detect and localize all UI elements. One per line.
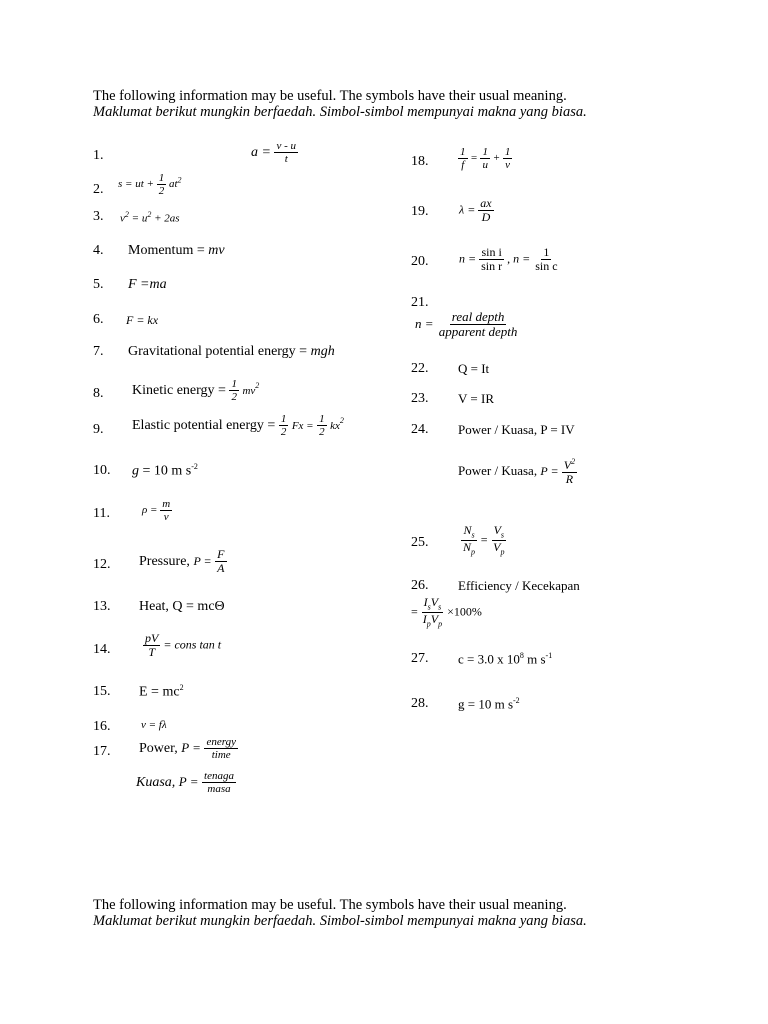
footer-english: The following information may be useful. The symbols have their usual meaning.	[93, 897, 567, 913]
item-number-27: 27.	[411, 651, 429, 666]
item-number-5: 5.	[93, 277, 104, 292]
formula-interference: λ = $\frac{ax}{D}$	[459, 196, 492, 225]
item-number-20: 20.	[411, 254, 429, 269]
formula-pressure: Pressure, P = $\frac{F}{A}$	[139, 547, 225, 576]
header-malay: Maklumat berikut mungkin berfaedah. Simbol-simbol mempunyai makna yang biasa.	[93, 104, 587, 120]
item-number-6: 6.	[93, 312, 104, 327]
formula-charge: Q = It	[458, 361, 490, 376]
formula-elastic-potential-energy: Elastic potential energy = $\frac{1}{2}$ Fx = $\frac{1}{2}$ $kx^2$	[132, 413, 344, 439]
formula-kinetic-energy: Kinetic energy = $\frac{1}{2}$ $mv^2$	[132, 378, 260, 404]
header-english: The following information may be useful. The symbols have their usual meaning.	[93, 88, 567, 104]
item-number-25: 25.	[411, 535, 429, 550]
formula-density: ρ = $\frac{m}{v}$	[142, 498, 171, 524]
item-number-14: 14.	[93, 642, 111, 657]
item-number-23: 23.	[411, 391, 429, 406]
item-number-24: 24.	[411, 422, 429, 437]
formula-mass-energy: $E = mc^2$	[139, 683, 184, 700]
formula-power-current: Power / Kuasa, P = IV	[458, 422, 575, 437]
formula-efficiency: = $\frac{I_sV_s}{I_pV_p}$ ×100%	[411, 595, 482, 629]
item-number-21: 21.	[411, 295, 429, 310]
item-number-22: 22.	[411, 361, 429, 376]
item-number-17: 17.	[93, 744, 111, 759]
formula-power-resistance: Power / Kuasa, P = $\frac{V^2}{R}$	[458, 457, 576, 487]
formula-heat: Heat, Q = mcΘ	[139, 599, 225, 614]
formula-velocity-squared: $v^2 = u^2 + 2as$	[120, 210, 180, 225]
item-number-13: 13.	[93, 599, 111, 614]
item-number-19: 19.	[411, 204, 429, 219]
item-number-15: 15.	[93, 684, 111, 699]
formula-refractive-index-snell: n = $\frac{\text{sin i}}{\text{sin r}}$ , n = $\frac{1}{\text{sin c}}$	[459, 245, 558, 274]
formula-spring-force: F = kx	[126, 313, 159, 327]
item-number-28: 28.	[411, 696, 429, 711]
formula-gravity-acceleration: g = 10 m $s^{-2}$	[132, 462, 198, 479]
item-number-10: 10.	[93, 463, 111, 478]
formula-speed-of-light: c = 3.0 x $10^8$ m $s^{-1}$	[458, 651, 553, 667]
formula-power-malay: Kuasa, P = $\frac{\text{tenaga}}{\text{masa}}$	[136, 770, 234, 796]
item-number-7: 7.	[93, 344, 104, 359]
formula-ohms-law: V = IR	[458, 391, 494, 406]
formula-displacement: s = ut + $\frac{1}{2}$ $at^2$	[118, 172, 182, 198]
item-number-12: 12.	[93, 557, 111, 572]
item-number-11: 11.	[93, 506, 110, 521]
item-number-18: 18.	[411, 154, 429, 169]
formula-force: F =ma	[128, 277, 167, 292]
formula-momentum: Momentum = mv	[128, 243, 225, 258]
formula-power-english: Power, P = $\frac{\text{energy}}{\text{time}}$	[139, 736, 236, 762]
formula-wave-speed: v = fλ	[141, 719, 167, 731]
formula-gravitational-potential-energy: Gravitational potential energy = mgh	[128, 344, 335, 359]
formula-refractive-index-depth: n = $\frac{\text{real depth}}{\text{apparent depth}}$	[415, 309, 518, 340]
footer-malay: Maklumat berikut mungkin berfaedah. Simbol-simbol mempunyai makna yang biasa.	[93, 913, 587, 929]
item-number-8: 8.	[93, 386, 104, 401]
formula-gas-law: $\frac{pV}{T}$ = cons tan t	[145, 631, 222, 660]
item-number-2: 2.	[93, 182, 104, 197]
formula-transformer: $\frac{N_s}{N_p}$ = $\frac{V_s}{V_p}$	[463, 523, 505, 557]
formula-acceleration: a = $\frac{v - u}{t}$	[251, 140, 296, 166]
formula-lens: $\frac{1}{f}$ = $\frac{1}{u}$ + $\frac{1}{v}$	[460, 146, 511, 172]
item-number-26: 26.	[411, 578, 429, 593]
item-number-1: 1.	[93, 148, 104, 163]
item-number-9: 9.	[93, 422, 104, 437]
item-number-4: 4.	[93, 243, 104, 258]
item-number-3: 3.	[93, 209, 104, 224]
item-number-16: 16.	[93, 719, 111, 734]
formula-efficiency-label: Efficiency / Kecekapan	[458, 578, 580, 593]
formula-gravity-right: g = 10 m $s^{-2}$	[458, 696, 520, 712]
